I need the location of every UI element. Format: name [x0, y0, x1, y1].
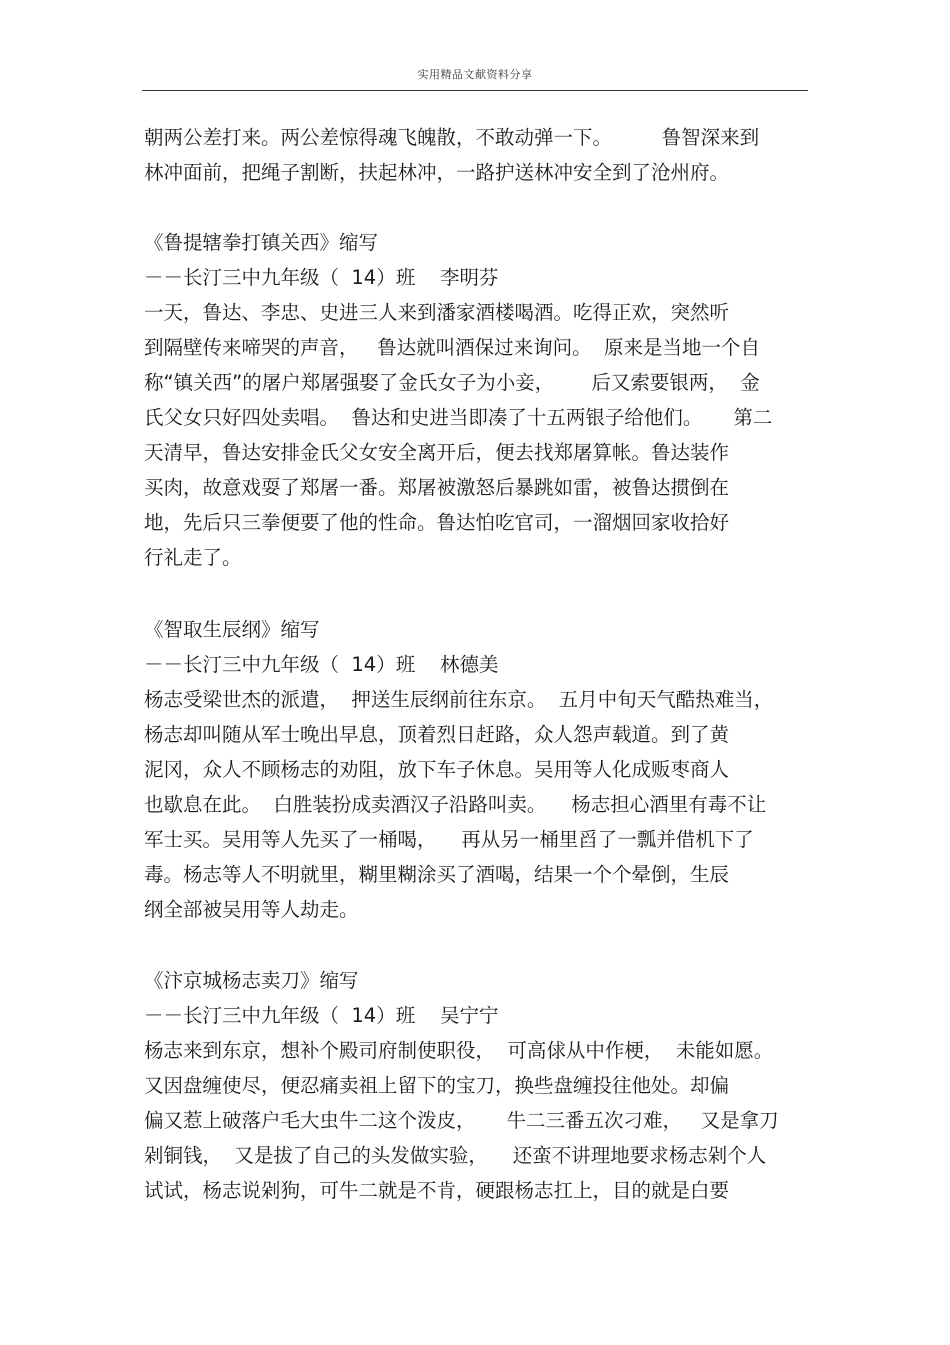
page-header: 实用精品文献资料分享 [417, 68, 533, 81]
section-title: 《智取生辰纲》缩写 [144, 618, 320, 641]
text-line: 林冲面前，把绳子割断，扶起林冲，一路护送林冲安全到了沧州府。 [144, 161, 730, 184]
section-title: 《鲁提辖拳打镇关西》缩写 [144, 231, 379, 254]
text-line: 偏又惹上破落户毛大虫牛二这个泼皮， 牛二三番五次刁难， 又是拿刀 [144, 1109, 779, 1132]
text-line: 称“镇关西”的屠户郑屠强娶了金氏女子为小妾， 后又索要银两， 金 [144, 371, 760, 394]
text-line: 地，先后只三拳便要了他的性命。鲁达怕吃官司，一溜烟回家收拾好 [144, 511, 730, 534]
text-line: 纲全部被吴用等人劫走。 [144, 898, 359, 921]
text-line: 一天，鲁达、李忠、史进三人来到潘家酒楼喝酒。吃得正欢，突然听 [144, 301, 730, 324]
text-line: 天清早，鲁达安排金氏父女安全离开后，便去找郑屠算帐。鲁达装作 [144, 441, 730, 464]
section-title: 《汴京城杨志卖刀》缩写 [144, 969, 359, 992]
header-rule [142, 90, 808, 91]
text-line: 杨志却叫随从军士晚出早息，顶着烈日赶路，众人怨声载道。到了黄 [144, 723, 730, 746]
text-line: 泥冈，众人不顾杨志的劝阻，放下车子休息。吴用等人化成贩枣商人 [144, 758, 730, 781]
section-author: －－长汀三中九年级（ 14）班 吴宁宁 [144, 1004, 499, 1027]
text-line: 到隔壁传来啼哭的声音， 鲁达就叫酒保过来询问。 原来是当地一个自 [144, 336, 760, 359]
text-line: 军士买。吴用等人先买了一桶喝， 再从另一桶里舀了一瓢并借机下了 [144, 828, 754, 851]
text-line: 氏父女只好四处卖唱。 鲁达和史进当即凑了十五两银子给他们。 第二 [144, 406, 773, 429]
text-line: 毒。杨志等人不明就里，糊里糊涂买了酒喝，结果一个个晕倒，生辰 [144, 863, 730, 886]
text-line: 也歇息在此。 白胜装扮成卖酒汉子沿路叫卖。 杨志担心酒里有毒不让 [144, 793, 767, 816]
text-line: 买肉，故意戏耍了郑屠一番。郑屠被激怒后暴跳如雷，被鲁达掼倒在 [144, 476, 730, 499]
text-line: 又因盘缠使尽，便忍痛卖祖上留下的宝刀，换些盘缠投往他处。却偏 [144, 1074, 730, 1097]
section-author: －－长汀三中九年级（ 14）班 林德美 [144, 653, 499, 676]
text-line: 试试，杨志说剁狗，可牛二就是不肯，硬跟杨志扛上，目的就是白要 [144, 1179, 730, 1202]
text-line: 行礼走了。 [144, 546, 242, 569]
section-author: －－长汀三中九年级（ 14）班 李明芬 [144, 266, 499, 289]
text-line: 杨志来到东京，想补个殿司府制使职役， 可高俅从中作梗， 未能如愿。 [144, 1039, 774, 1062]
text-line: 剁铜钱， 又是拔了自己的头发做实验， 还蛮不讲理地要求杨志剁个人 [144, 1144, 767, 1167]
text-line: 朝两公差打来。两公差惊得魂飞魄散，不敢动弹一下。 鲁智深来到 [144, 126, 760, 149]
text-line: 杨志受梁世杰的派遣， 押送生辰纲前往东京。 五月中旬天气酷热难当， [144, 688, 774, 711]
